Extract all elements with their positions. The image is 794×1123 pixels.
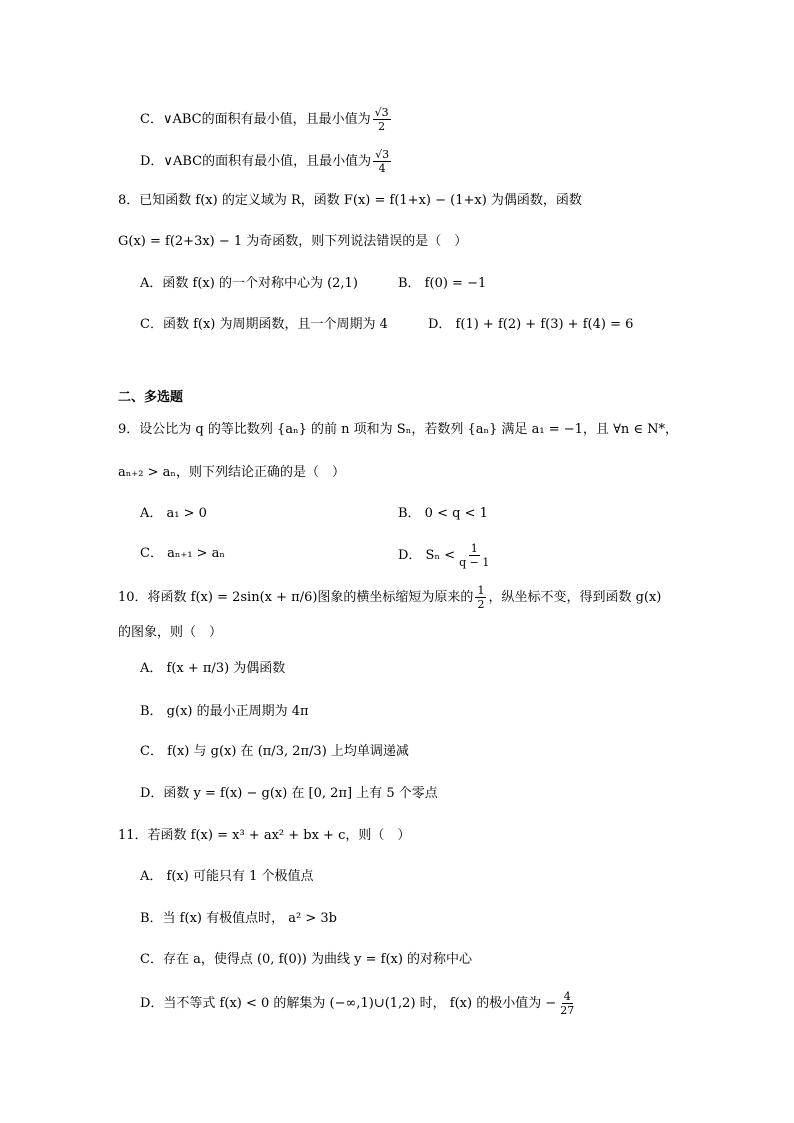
q8-option-b: B． f(0) = −1 xyxy=(398,276,487,291)
q11-option-b: B．当 f(x) 有极值点时， a² > 3b xyxy=(140,911,337,926)
q10-stem-prefix: 10．将函数 f(x) = 2sin xyxy=(118,590,260,605)
q11-option-c: C．存在 a，使得点 (0, f(0)) 为曲线 y = f(x) 的对称中心 xyxy=(140,952,473,967)
frac-numerator: 1 xyxy=(470,542,478,555)
q10-stem-suffix: ，纵坐标不变，得到函数 g(x) xyxy=(488,590,662,605)
q9-stem-line2: aₙ₊₂ > aₙ，则下列结论正确的是（ ） xyxy=(118,465,345,480)
q11-option-d-fraction xyxy=(558,990,576,1017)
q10-stem-line2: 的图象，则（ ） xyxy=(118,625,223,640)
q11-option-d xyxy=(140,990,578,1017)
q10-option-b: B． g(x) 的最小正周期为 4π xyxy=(140,704,309,719)
frac-numerator: √3 xyxy=(375,148,390,161)
q10-stem-mid: 图象的横坐标缩短为原来的 xyxy=(317,590,474,605)
frac-denominator: q − 1 xyxy=(459,556,490,569)
q10-stem-paren: (x + π/6) xyxy=(259,590,318,605)
q7-option-c xyxy=(140,106,393,133)
q8-stem-line2: G(x) = f(2+3x) − 1 为奇函数，则下列说法错误的是（ ） xyxy=(118,234,468,249)
frac-denominator: 4 xyxy=(378,162,386,175)
q10-option-a: A． f(x + π/3) 为偶函数 xyxy=(140,661,286,676)
q7-option-d xyxy=(140,148,393,175)
q8-option-c: C．函数 f(x) 为周期函数，且一个周期为 4 xyxy=(140,317,388,332)
q7-option-d-fraction xyxy=(373,148,391,175)
q7-option-c-text: C．∨ABC的面积有最小值，且最小值为 xyxy=(140,112,371,127)
q9-stem-line1: 9．设公比为 q 的等比数列 {aₙ} 的前 n 项和为 Sₙ，若数列 {aₙ} 满足 a₁ = −1，且 ∀n ∈ N*， xyxy=(118,422,679,437)
q9-option-c: C． aₙ₊₁ > aₙ xyxy=(140,546,226,561)
q10-option-c: C． f(x) 与 g(x) 在 (π/3, 2π/3) 上均单调递减 xyxy=(140,744,409,759)
q9-option-d-fraction xyxy=(457,542,491,569)
frac-numerator: 4 xyxy=(563,990,571,1003)
q11-option-a: A． f(x) 可能只有 1 个极值点 xyxy=(140,869,314,884)
frac-denominator: 27 xyxy=(560,1004,575,1017)
q11-stem: 11．若函数 f(x) = x³ + ax² + bx + c，则（ ） xyxy=(118,828,411,843)
frac-denominator: 2 xyxy=(477,598,485,611)
q9-option-a: A． a₁ > 0 xyxy=(140,506,207,521)
q10-stem-fraction xyxy=(475,584,486,611)
section-heading: 二、多选题 xyxy=(118,390,184,405)
q10-stem-line1 xyxy=(118,584,661,611)
q9-option-d-text: D． Sₙ < xyxy=(398,548,456,563)
q8-stem-line1: 8．已知函数 f(x) 的定义域为 R，函数 F(x) = f(1+x) − (1+x) 为偶函数，函数 xyxy=(118,193,582,208)
q8-option-d: D． f(1) + f(2) + f(3) + f(4) = 6 xyxy=(428,317,634,332)
q7-option-c-fraction xyxy=(373,106,391,133)
frac-numerator: √3 xyxy=(374,106,389,119)
q7-option-d-text: D．∨ABC的面积有最小值，且最小值为 xyxy=(140,154,372,169)
frac-numerator: 1 xyxy=(477,584,485,597)
q9-option-d xyxy=(398,542,493,569)
q9-option-b: B． 0 < q < 1 xyxy=(398,506,488,521)
frac-denominator: 2 xyxy=(378,120,386,133)
q10-option-d: D．函数 y = f(x) − g(x) 在 [0, 2π] 上有 5 个零点 xyxy=(140,786,438,801)
q11-option-d-text: D．当不等式 f(x) < 0 的解集为 (−∞,1)∪(1,2) 时， f(x) 的极小值为 − xyxy=(140,996,557,1011)
q8-option-a: A．函数 f(x) 的一个对称中心为 (2,1) xyxy=(140,276,358,291)
